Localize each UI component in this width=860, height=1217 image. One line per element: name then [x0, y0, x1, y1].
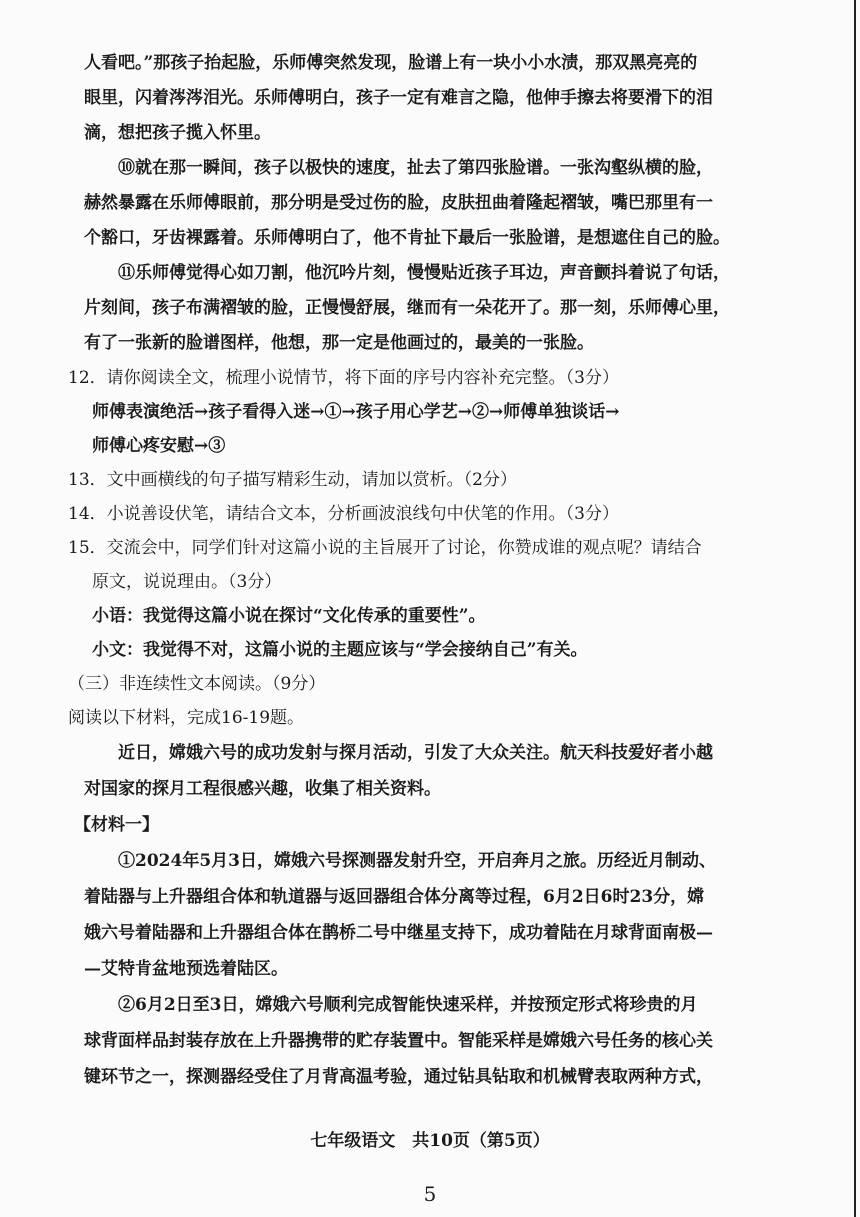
material-label: 【材料一】 [74, 815, 159, 835]
page-number: 5 [423, 1182, 437, 1206]
question-15-cont: 原文，说说理由。（3分） [92, 572, 282, 592]
opinion-xiaoyu: 小语：我觉得这篇小说在探讨“文化传承的重要性”。 [92, 606, 486, 626]
intro-line: 近日，嫦娥六号的成功发射与探月活动，引发了大众关注。航天科技爱好者小越 [118, 743, 713, 763]
story-line: 眼里，闪着涔涔泪光。乐师傅明白，孩子一定有难言之隐，他伸手擦去将要滑下的泪 [84, 88, 713, 108]
story-line: 个豁口，牙齿裸露着。乐师傅明白了，他不肯扯下最后一张脸谱，是想遮住自己的脸。 [84, 228, 730, 248]
question-12-flow-line: 师傅表演绝活→孩子看得入迷→①→孩子用心学艺→②→师傅单独谈话→ [92, 402, 620, 422]
story-line: 人看吧。”那孩子抬起脸，乐师傅突然发现，脸谱上有一块小小水渍，那双黑亮亮的 [84, 53, 698, 73]
question-15: 15．交流会中，同学们针对这篇小说的主旨展开了讨论，你赞成谁的观点呢？请结合 [68, 538, 702, 558]
page-footer: 七年级语文 共10页（第5页） [310, 1131, 550, 1151]
intro-line: 对国家的探月工程很感兴趣，收集了相关资料。 [84, 779, 441, 799]
story-line: 滴，想把孩子揽入怀里。 [84, 123, 271, 143]
section-3-title: （三）非连续性文本阅读。（9分） [68, 674, 326, 694]
material-line: ①2024年5月3日，嫦娥六号探测器发射升空，开启奔月之旅。历经近月制动、 [118, 851, 716, 871]
story-paragraph-11: ⑪乐师傅觉得心如刀割，他沉吟片刻，慢慢贴近孩子耳边，声音颤抖着说了句话， [118, 263, 730, 283]
story-text [84, 46, 830, 361]
material-line: 球背面样品封装存放在上升器携带的贮存装置中。智能采样是嫦娥六号任务的核心关 [84, 1031, 713, 1051]
material-line: ②6月2日至3日，嫦娥六号顺利完成智能快速采样，并按预定形式将珍贵的月 [118, 995, 698, 1015]
material-line: 娥六号着陆器和上升器组合体在鹊桥二号中继星支持下，成功着陆在月球背面南极— [84, 923, 713, 943]
story-line: 片刻间，孩子布满褶皱的脸，正慢慢舒展，继而有一朵花开了。那一刻，乐师傅心里， [84, 298, 730, 318]
story-paragraph-10: ⑩就在那一瞬间，孩子以极快的速度，扯去了第四张脸谱。一张沟壑纵横的脸， [118, 158, 713, 178]
question-12: 12．请你阅读全文，梳理小说情节，将下面的序号内容补充完整。（3分） [68, 368, 619, 388]
scan-edge-line [854, 0, 856, 1217]
question-12-flow-line: 师傅心疼安慰→③ [92, 436, 226, 456]
material-line: —艾特肯盆地预选着陆区。 [84, 959, 288, 979]
material-block [74, 735, 830, 1095]
story-line: 赫然暴露在乐师傅眼前，那分明是受过伤的脸，皮肤扭曲着隆起褶皱，嘴巴那里有一 [84, 193, 713, 213]
opinion-xiaowen: 小文：我觉得不对，这篇小说的主题应该与“学会接纳自己”有关。 [92, 640, 588, 660]
story-line: 有了一张新的脸谱图样，他想，那一定是他画过的，最美的一张脸。 [84, 333, 594, 353]
question-13: 13．文中画横线的句子描写精彩生动，请加以赏析。（2分） [68, 470, 517, 490]
section-3-instruction: 阅读以下材料，完成16-19题。 [68, 708, 305, 728]
question-14: 14．小说善设伏笔，请结合文本，分析画波浪线句中伏笔的作用。（3分） [68, 504, 619, 524]
material-line: 着陆器与上升器组合体和轨道器与返回器组合体分离等过程，6月2日6时23分，嫦 [84, 887, 705, 907]
material-line: 键环节之一，探测器经受住了月背高温考验，通过钻具钻取和机械臂表取两种方式， [84, 1067, 713, 1087]
questions-block [68, 361, 830, 735]
